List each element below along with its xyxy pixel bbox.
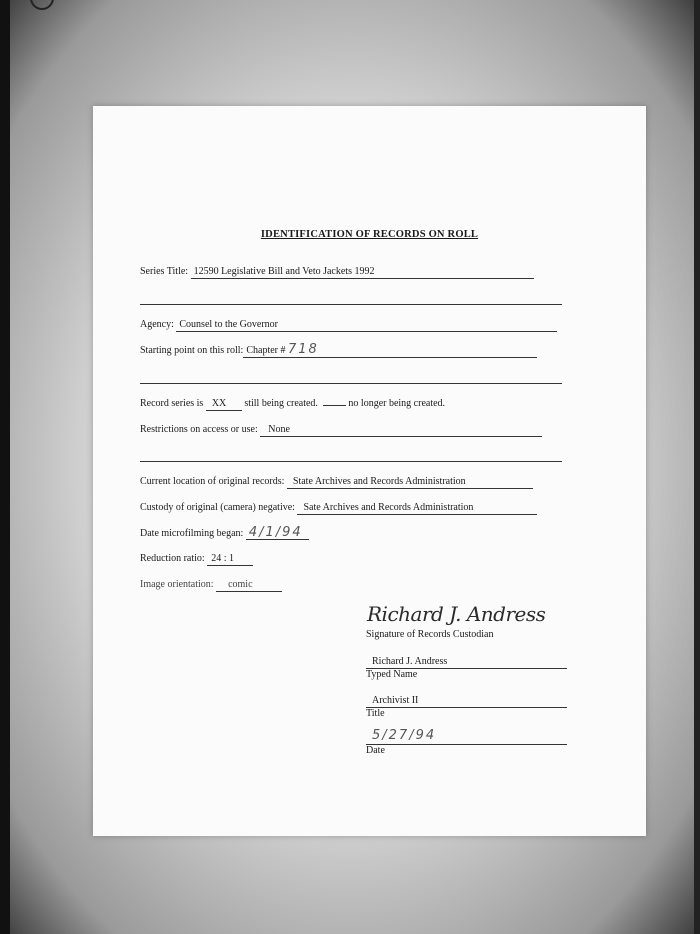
starting-point-label: Starting point on this roll: <box>140 345 244 356</box>
agency-row <box>140 319 557 332</box>
typed-name-caption: Typed Name <box>366 669 418 680</box>
starting-point-field <box>243 344 537 358</box>
date-caption: Date <box>366 745 385 756</box>
restrictions-continuation-line <box>140 461 562 462</box>
custody-value: Sate Archives and Records Administration <box>297 502 537 515</box>
orientation-row <box>140 579 282 592</box>
date-began-row <box>140 527 309 540</box>
starting-point-value: Chapter # <box>246 345 286 356</box>
record-series-label: Record series is <box>140 398 204 409</box>
current-location-row <box>140 476 533 489</box>
reduction-value: 24 : 1 <box>207 553 253 566</box>
custody-row <box>140 502 537 515</box>
record-series-mark: XX <box>206 398 242 411</box>
form-heading: IDENTIFICATION OF RECORDS ON ROLL <box>260 229 479 240</box>
starting-point-continuation-line <box>140 383 562 384</box>
current-location-value: State Archives and Records Administration <box>287 476 533 489</box>
title-caption: Title <box>366 708 385 719</box>
restrictions-label: Restrictions on access or use: <box>140 424 258 435</box>
film-corner-mark <box>30 0 54 10</box>
series-title-value: 12590 Legislative Bill and Veto Jackets 1992 <box>191 266 534 279</box>
date-field <box>366 728 567 756</box>
no-longer-label: no longer being created. <box>348 398 446 409</box>
series-title-label: Series Title: <box>140 266 189 277</box>
record-series-row <box>140 398 445 411</box>
title-field <box>366 695 567 719</box>
current-location-label: Current location of original records: <box>140 476 285 487</box>
signature-caption: Signature of Records Custodian <box>366 629 494 640</box>
starting-point-handwritten: 718 <box>288 342 319 357</box>
reduction-row <box>140 553 253 566</box>
restrictions-value: None <box>260 424 542 437</box>
typed-name-value: Richard J. Andress <box>366 656 567 669</box>
date-began-label: Date microfilming began: <box>140 528 244 539</box>
custody-label: Custody of original (camera) negative: <box>140 502 295 513</box>
form-sheet <box>93 106 646 836</box>
still-created-label: still being created. <box>244 398 318 409</box>
starting-point-row <box>140 344 537 358</box>
custodian-signature: Richard J. Andress <box>367 602 546 626</box>
series-title-continuation-line <box>140 304 562 305</box>
date-value: 5/27/94 <box>366 728 567 745</box>
agency-value: Counsel to the Governor <box>176 319 557 332</box>
date-began-value: 4/1/94 <box>246 527 309 540</box>
restrictions-row <box>140 424 542 437</box>
orientation-value: comic <box>216 579 282 592</box>
agency-label: Agency: <box>140 319 174 330</box>
no-longer-blank <box>323 405 346 406</box>
series-title-row <box>140 266 534 279</box>
reduction-label: Reduction ratio: <box>140 553 205 564</box>
orientation-label: Image orientation: <box>140 579 214 590</box>
title-value: Archivist II <box>366 695 567 708</box>
typed-name-field <box>366 656 567 680</box>
